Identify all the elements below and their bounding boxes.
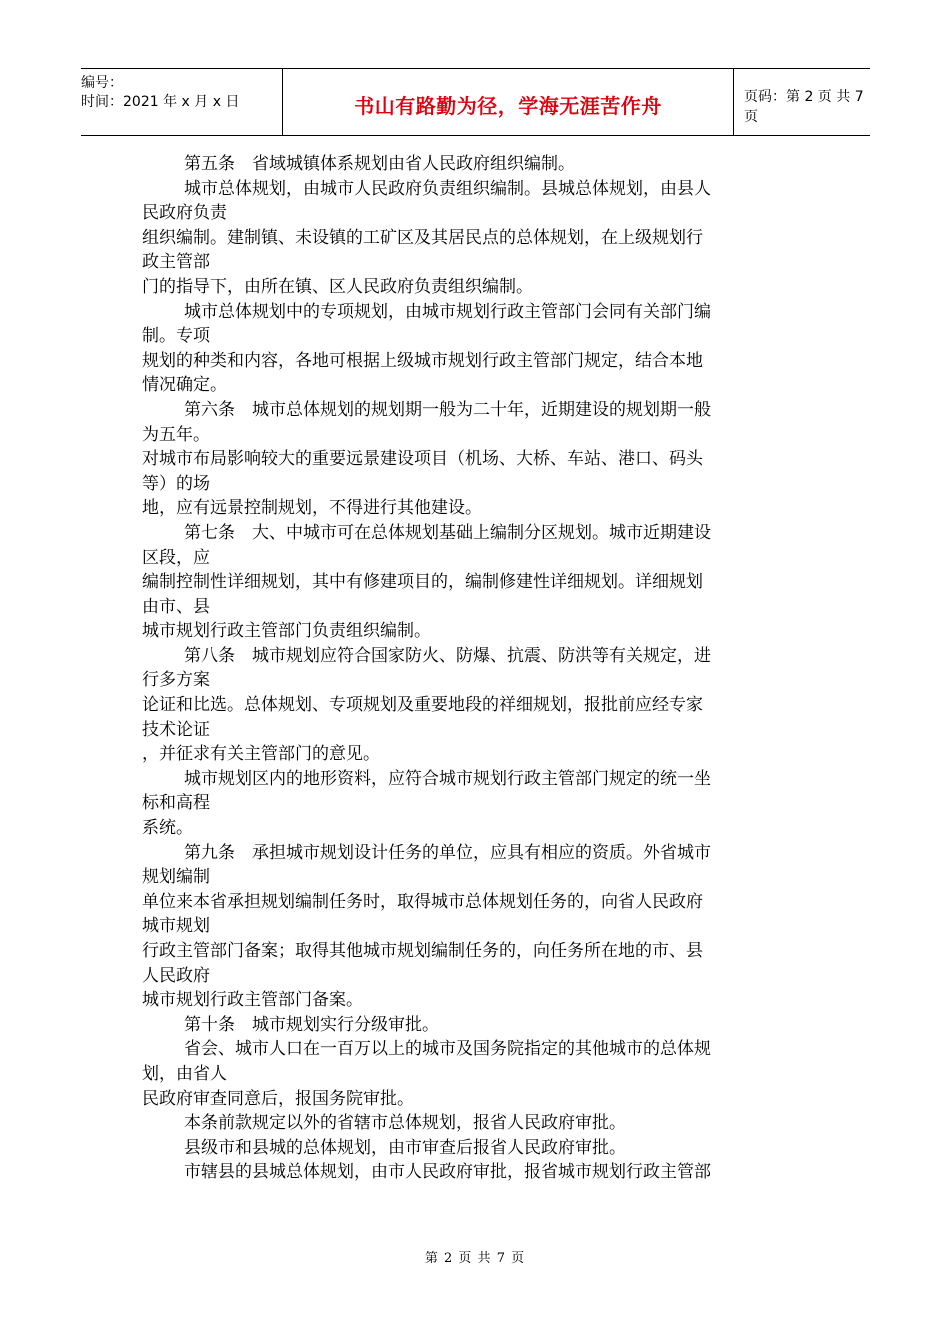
page-footer	[0, 1247, 950, 1266]
header-motto-cell	[282, 69, 734, 135]
text-line: 民政府负责	[142, 203, 227, 224]
text-line: 县级市和县城的总体规划，由市审查后报省人民政府审批。	[184, 1137, 626, 1158]
text-line: 论证和比选。总体规划、专项规划及重要地段的祥细规划，报批前应经专家	[142, 695, 703, 716]
text-line: 情况确定。	[142, 375, 227, 396]
text-line: 民政府审查同意后，报国务院审批。	[142, 1088, 414, 1109]
text-line: 规划的种类和内容，各地可根据上级城市规划行政主管部门规定，结合本地	[142, 350, 703, 371]
text-line: 行政主管部门备案；取得其他城市规划编制任务的，向任务所在地的市、县	[142, 941, 703, 961]
text-line: 第八条 城市规划应符合国家防火、防爆、抗震、防洪等有关规定，进	[184, 645, 711, 666]
text-line: 第九条 承担城市规划设计任务的单位，应具有相应的资质。外省城市	[184, 842, 711, 863]
footer-page-number: 第 2 页 共 7 页	[424, 1251, 526, 1266]
header-left-cell	[81, 69, 282, 135]
text-line: 门的指导下，由所在镇、区人民政府负责组织编制。	[142, 276, 533, 297]
text-line: 编制控制性详细规划，其中有修建项目的，编制修建性详细规划。详细规划	[142, 572, 703, 593]
text-line: 地，应有远景控制规划，不得进行其他建设。	[142, 498, 482, 519]
text-line: 规划编制	[142, 867, 210, 888]
text-line: 等）的场	[142, 473, 210, 494]
text-line: 单位来本省承担规划编制任务时，取得城市总体规划任务的，向省人民政府	[142, 891, 703, 912]
document-number-label: 编号：	[81, 75, 123, 91]
text-line: 为五年。	[142, 424, 210, 445]
text-line: 由市、县	[142, 596, 210, 617]
text-line: 制。专项	[142, 326, 210, 347]
text-line: 第十条 城市规划实行分级审批。	[184, 1014, 439, 1035]
text-line: 本条前款规定以外的省辖市总体规划，报省人民政府审批。	[184, 1113, 626, 1134]
text-line: 划，由省人	[142, 1063, 227, 1084]
header-motto: 书山有路勤为径，学海无涯苦作舟	[354, 93, 662, 118]
document-body	[142, 152, 810, 1185]
header-page-info: 页码：第 2 页 共 7 页	[744, 89, 864, 125]
text-line: ，并征求有关主管部门的意见。	[142, 744, 380, 765]
text-line: 系统。	[142, 818, 193, 839]
text-line: 区段，应	[142, 547, 210, 568]
text-line: 城市总体规划，由城市人民政府负责组织编制。县城总体规划，由县人	[184, 178, 711, 199]
text-line: 组织编制。建制镇、未设镇的工矿区及其居民点的总体规划，在上级规划行	[142, 227, 703, 248]
text-line: 人民政府	[142, 965, 210, 986]
text-line: 城市规划	[142, 916, 210, 937]
text-line: 城市规划区内的地形资料，应符合城市规划行政主管部门规定的统一坐	[184, 768, 711, 789]
text-line: 第六条 城市总体规划的规划期一般为二十年，近期建设的规划期一般	[184, 399, 711, 420]
text-line: 第五条 省域城镇体系规划由省人民政府组织编制。	[184, 154, 575, 174]
text-line: 技术论证	[142, 719, 210, 740]
text-line: 市辖县的县城总体规划，由市人民政府审批，报省城市规划行政主管部	[184, 1162, 711, 1183]
page-header	[81, 68, 870, 136]
text-line: 省会、城市人口在一百万以上的城市及国务院指定的其他城市的总体规	[184, 1039, 711, 1060]
text-line: 政主管部	[142, 252, 210, 273]
text-line: 对城市布局影响较大的重要远景建设项目（机场、大桥、车站、港口、码头	[142, 449, 703, 470]
text-line: 第七条 大、中城市可在总体规划基础上编制分区规划。城市近期建设	[184, 522, 711, 543]
text-line: 城市规划行政主管部门备案。	[142, 990, 363, 1011]
document-date: 时间：2021 年 x 月 x 日	[81, 94, 240, 110]
text-line: 城市规划行政主管部门负责组织编制。	[142, 621, 431, 642]
text-line: 行多方案	[142, 670, 210, 691]
text-line: 标和高程	[142, 793, 210, 814]
text-line: 城市总体规划中的专项规划，由城市规划行政主管部门会同有关部门编	[184, 301, 711, 322]
header-page-cell	[734, 73, 870, 139]
